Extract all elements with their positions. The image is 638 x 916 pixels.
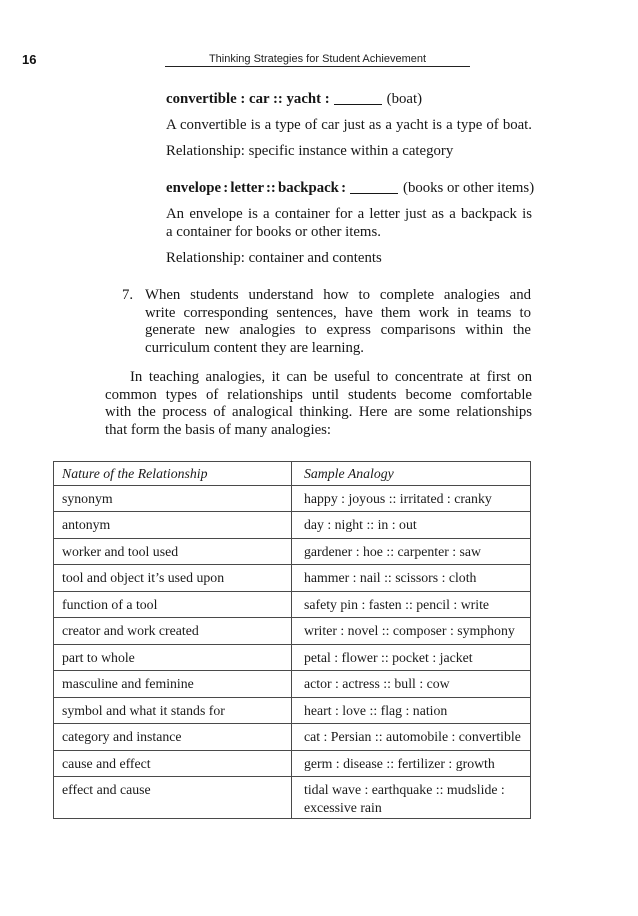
table-row [54,671,531,698]
analogy-answer: (books or other items) [403,180,535,196]
text-line: An envelope is a container for a letter just as a backpack is [166,206,532,222]
intro-paragraph [105,369,532,439]
text-line: Relationship: specific instance within a category [166,143,454,159]
analogy-example-2-pair [166,180,535,198]
table-row [54,644,531,671]
table-body [54,485,531,819]
analogy-answer: (boat) [386,91,423,107]
analogy-terms: envelope : letter :: backpack : [166,180,347,196]
relationship-cell: cause and effect [54,750,292,777]
table-header-row [54,462,531,486]
relationship-cell: category and instance [54,724,292,751]
table-row [54,538,531,565]
running-head-title: Thinking Strategies for Student Achievement [208,53,427,65]
analogy-cell: writer : novel :: composer : symphony [292,618,531,645]
answer-blank [334,93,382,105]
answer-blank [350,182,398,194]
column-header-relationship: Nature of the Relationship [54,462,292,486]
table-row [54,697,531,724]
text-line: write corresponding sentences, have them work in teams to [145,304,531,321]
step-7-text [145,287,531,357]
analogy-cell: germ : disease :: fertilizer : growth [292,750,531,777]
analogy-cell: petal : flower :: pocket : jacket [292,644,531,671]
relationship-cell: creator and work created [54,618,292,645]
relationship-cell: function of a tool [54,591,292,618]
relationship-cell: symbol and what it stands for [54,697,292,724]
text-line: Relationship: container and contents [166,250,382,266]
table-row [54,512,531,539]
text-line: When students understand how to complete analogies and [145,287,531,303]
analogy-example-1-relationship [166,143,532,161]
relationship-cell: tool and object it’s used upon [54,565,292,592]
text-line: generate new analogies to express comparisons within the [145,322,531,339]
text-line: curriculum content they are learning. [145,339,364,356]
text-line: common types of relationships until students become comfortable [105,386,532,403]
analogy-cell: actor : actress :: bull : cow [292,671,531,698]
table-row [54,750,531,777]
relationship-cell: part to whole [54,644,292,671]
table-row [54,485,531,512]
step-7 [122,287,532,358]
table-row [54,724,531,751]
analogy-example-2-relationship [166,250,532,268]
relationship-cell: synonym [54,485,292,512]
relationship-cell: effect and cause [54,777,292,819]
analogy-terms: convertible : car :: yacht : [166,91,330,107]
page-number: 16 [22,52,37,67]
relationship-cell: masculine and feminine [54,671,292,698]
analogy-example-2-sentence [166,206,532,241]
table-row [54,777,531,819]
table-row [54,565,531,592]
analogy-cell: day : night :: in : out [292,512,531,539]
text-line: with the process of analogical thinking. Here are some relationships [105,404,532,421]
table-row [54,591,531,618]
table-row [54,618,531,645]
text-line: that form the basis of many analogies: [105,421,332,438]
analogy-cell: hammer : nail :: scissors : cloth [292,565,531,592]
analogy-cell: heart : love :: flag : nation [292,697,531,724]
relationship-cell: antonym [54,512,292,539]
step-number: 7. [122,287,134,303]
relationship-cell: worker and tool used [54,538,292,565]
analogy-cell: happy : joyous :: irritated : cranky [292,485,531,512]
text-line: a container for books or other items. [166,223,381,240]
text-line: In teaching analogies, it can be useful to concentrate at first on [130,369,532,385]
analogy-cell: tidal wave : earthquake :: mudslide : excessive rain [292,777,531,819]
analogy-relationships-table [53,461,531,819]
table-header [54,462,531,486]
analogy-cell: safety pin : fasten :: pencil : write [292,591,531,618]
analogy-cell: gardener : hoe :: carpenter : saw [292,538,531,565]
text-line: A convertible is a type of car just as a yacht is a type of boat. [166,117,532,133]
analogy-example-1-sentence [166,117,532,135]
column-header-analogy: Sample Analogy [292,462,531,486]
running-head [165,52,470,67]
analogy-cell: cat : Persian :: automobile : convertible [292,724,531,751]
analogy-example-1-pair [166,91,532,109]
